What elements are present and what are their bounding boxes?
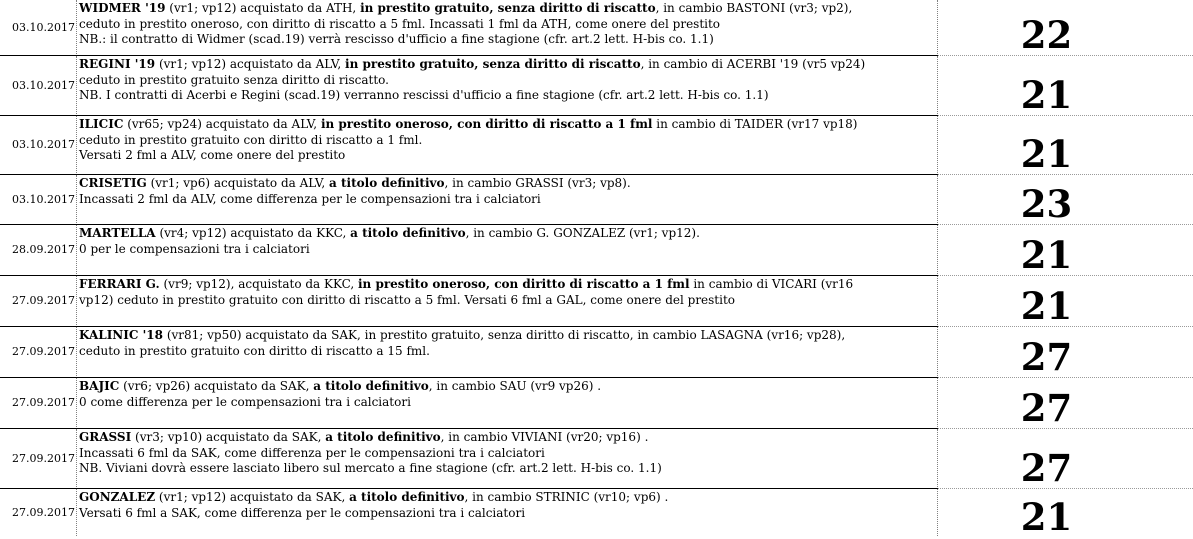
text: (vr9; vp12), acquistato da KKC, — [159, 277, 358, 291]
bold-text: in prestito gratuito, senza diritto di riscatto — [360, 1, 656, 15]
text: vp12) ceduto in prestito gratuito con diritto di riscatto a 5 fml. Versati 6 fml a GAL, come onere del prestito — [79, 292, 736, 307]
bold-text: MARTELLA — [79, 226, 156, 240]
bold-text: WIDMER '19 — [79, 1, 166, 15]
row-divider — [0, 428, 938, 429]
row-divider — [0, 377, 938, 378]
text: NB.: il contratto di Widmer (scad.19) verrà rescisso d'ufficio a fine stagione (cfr. art.2 lett. H-bis co. 1.1) — [79, 32, 714, 46]
row-divider — [0, 326, 938, 327]
description-line — [79, 395, 937, 411]
text: (vr65; vp24) acquistato da ALV, — [123, 117, 321, 131]
transfer-description — [77, 327, 938, 376]
transfer-date: 27.09.2017 — [0, 378, 77, 427]
bold-text: KALINIC '18 — [79, 328, 163, 342]
row-divider — [0, 115, 938, 116]
bold-text: in prestito oneroso, con diritto di riscatto a 1 fml — [320, 117, 653, 131]
text: , in cambio G. GONZALEZ (vr1; vp12). — [465, 226, 700, 240]
transfer-date: 27.09.2017 — [0, 327, 77, 376]
description-line — [79, 328, 937, 344]
transfer-row — [0, 378, 1193, 430]
transfer-score: 23 — [1020, 182, 1073, 226]
transfer-row — [0, 429, 1193, 490]
transfer-score: 21 — [1020, 132, 1073, 176]
description-line — [79, 344, 937, 360]
row-divider-dotted — [938, 488, 1193, 489]
transfer-row — [0, 175, 1193, 226]
transfer-row — [0, 0, 1193, 57]
transfer-row — [0, 327, 1193, 379]
transfer-score: 27 — [1020, 386, 1073, 430]
bold-text: FERRARI G. — [79, 277, 160, 291]
transfer-date: 03.10.2017 — [0, 116, 77, 173]
bold-text: a titolo definitivo — [350, 226, 466, 240]
row-divider-dotted — [938, 326, 1193, 327]
description-line — [79, 490, 937, 506]
transfer-row — [0, 276, 1193, 328]
description-line — [79, 88, 937, 104]
text: NB. Viviani dovrà essere lasciato libero sul mercato a fine stagione (cfr. art.2 lett. H-bis co. 1.1) — [79, 461, 662, 475]
transfer-date: 03.10.2017 — [0, 175, 77, 223]
description-line — [79, 277, 937, 293]
bold-text: GONZALEZ — [79, 490, 156, 504]
text: (vr81; vp50) acquistato da SAK, in prestito gratuito, senza diritto di riscatto, in cambio LASAGNA (vr16; vp28), — [163, 328, 846, 342]
text: ceduto in prestito gratuito con diritto di riscatto a 15 fml. — [79, 343, 430, 358]
text: , in cambio di ACERBI '19 (vr5 vp24) — [640, 57, 866, 71]
transfer-description — [77, 175, 938, 223]
text: 0 come differenza per le compensazioni tra i calciatori — [79, 394, 411, 409]
text: NB. I contratti di Acerbi e Regini (scad.19) verranno rescissi d'ufficio a fine stagione (cfr. art.2 lett. H-bis co. 1.1) — [79, 88, 769, 102]
transfer-score: 21 — [1020, 495, 1073, 539]
row-divider — [0, 224, 938, 225]
text: in cambio di VICARI (vr16 — [689, 277, 854, 291]
description-line — [79, 117, 937, 133]
row-divider-dotted — [938, 275, 1193, 276]
transfer-date: 27.09.2017 — [0, 276, 77, 325]
transfer-date: 03.10.2017 — [0, 0, 77, 54]
bold-text: a titolo definitivo — [349, 490, 465, 504]
description-line — [79, 133, 937, 149]
text: Versati 2 fml a ALV, come onere del prestito — [79, 148, 346, 162]
text: 0 per le compensazioni tra i calciatori — [79, 241, 310, 256]
description-line — [79, 446, 937, 462]
text: , in cambio SAU (vr9 vp26) . — [428, 379, 602, 393]
transfer-description — [77, 116, 938, 173]
description-line — [79, 293, 937, 309]
description-line — [79, 430, 937, 446]
transfer-description — [77, 56, 938, 114]
transfer-score: 27 — [1020, 335, 1073, 379]
bold-text: a titolo definitivo — [329, 176, 445, 190]
description-line — [79, 192, 937, 208]
row-divider — [0, 55, 938, 56]
row-divider-dotted — [938, 174, 1193, 175]
transfer-row — [0, 225, 1193, 277]
row-divider — [0, 174, 938, 175]
text: , in cambio BASTONI (vr3; vp2), — [655, 1, 853, 15]
description-line — [79, 379, 937, 395]
description-line — [79, 1, 937, 17]
text: Incassati 2 fml da ALV, come differenza per le compensazioni tra i calciatori — [79, 191, 541, 206]
text: (vr6; vp26) acquistato da SAK, — [119, 379, 314, 393]
text: (vr1; vp6) acquistato da ALV, — [146, 176, 330, 190]
row-divider-dotted — [938, 428, 1193, 429]
bold-text: GRASSI — [79, 430, 132, 444]
bold-text: ILICIC — [79, 117, 124, 131]
bold-text: in prestito gratuito, senza diritto di riscatto — [345, 57, 641, 71]
bold-text: BAJIC — [79, 379, 120, 393]
description-line — [79, 32, 937, 48]
description-line — [79, 461, 937, 477]
text: (vr1; vp12) acquistato da ALV, — [155, 57, 346, 71]
description-line — [79, 17, 937, 33]
transfer-description — [77, 0, 938, 54]
transfer-description — [77, 225, 938, 274]
row-divider-dotted — [938, 55, 1193, 56]
text: (vr4; vp12) acquistato da KKC, — [155, 226, 351, 240]
text: (vr1; vp12) acquistato da ATH, — [165, 1, 361, 15]
description-line — [79, 242, 937, 258]
transfer-score: 21 — [1020, 233, 1073, 277]
row-divider-dotted — [938, 115, 1193, 116]
description-line — [79, 226, 937, 242]
description-line — [79, 148, 937, 164]
bold-text: CRISETIG — [79, 176, 147, 190]
text: in cambio di TAIDER (vr17 vp18) — [652, 117, 858, 131]
transfer-row — [0, 489, 1193, 539]
text: ceduto in prestito gratuito con diritto di riscatto a 1 fml. — [79, 132, 423, 147]
transfer-score: 22 — [1020, 13, 1073, 57]
transfer-date: 03.10.2017 — [0, 56, 77, 114]
text: ceduto in prestito oneroso, con diritto di riscatto a 5 fml. Incassati 1 fml da ATH, come onere del prestito — [79, 16, 721, 31]
description-line — [79, 57, 937, 73]
transfer-score: 27 — [1020, 446, 1073, 490]
description-line — [79, 73, 937, 89]
description-line — [79, 506, 937, 522]
text: , in cambio GRASSI (vr3; vp8). — [444, 176, 631, 190]
transfer-description — [77, 276, 938, 325]
text: (vr1; vp12) acquistato da SAK, — [155, 490, 350, 504]
row-divider — [0, 275, 938, 276]
transfer-description — [77, 378, 938, 427]
transfer-description — [77, 429, 938, 487]
transfer-score: 21 — [1020, 73, 1073, 117]
bold-text: a titolo definitivo — [325, 430, 441, 444]
transfer-row — [0, 116, 1193, 176]
row-divider — [0, 488, 938, 489]
transfer-row — [0, 56, 1193, 117]
text: , in cambio STRINIC (vr10; vp6) . — [464, 490, 669, 504]
text: (vr3; vp10) acquistato da SAK, — [131, 430, 326, 444]
transfer-date: 27.09.2017 — [0, 489, 77, 536]
bold-text: REGINI '19 — [79, 57, 156, 71]
transfer-description — [77, 489, 938, 536]
text: , in cambio VIVIANI (vr20; vp16) . — [440, 430, 649, 444]
description-line — [79, 176, 937, 192]
bold-text: in prestito oneroso, con diritto di riscatto a 1 fml — [358, 277, 690, 291]
bold-text: a titolo definitivo — [313, 379, 429, 393]
row-divider-dotted — [938, 224, 1193, 225]
text: Incassati 6 fml da SAK, come differenza per le compensazioni tra i calciatori — [79, 445, 545, 460]
transfer-score: 21 — [1020, 284, 1073, 328]
text: Versati 6 fml a SAK, come differenza per le compensazioni tra i calciatori — [79, 505, 526, 520]
text: ceduto in prestito gratuito senza diritto di riscatto. — [79, 72, 389, 87]
transfer-date: 27.09.2017 — [0, 429, 77, 487]
row-divider-dotted — [938, 377, 1193, 378]
transfer-date: 28.09.2017 — [0, 225, 77, 274]
